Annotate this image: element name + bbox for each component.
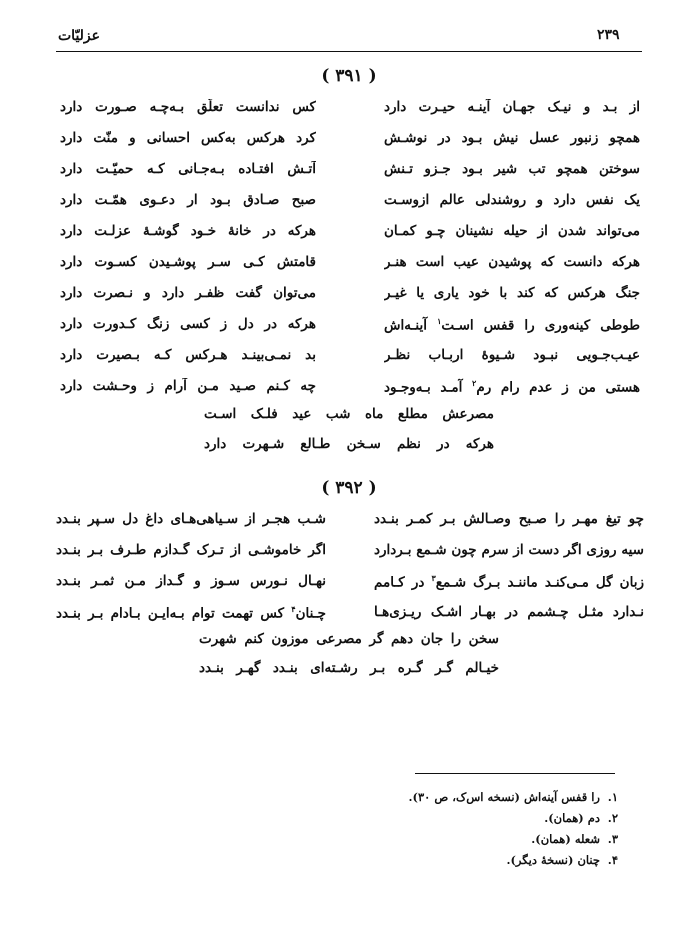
verse-row: [60, 254, 640, 282]
verse-row: [60, 316, 640, 344]
footnote-marker: ۲: [472, 378, 477, 388]
verse-row: [56, 573, 644, 601]
second-hemistich: کس ندانست تعلّق بـه‌چـه صـورت دارد: [60, 99, 316, 115]
second-hemistich: اگر خاموشـی از تـرک گـدازم طـرف بـر بنـدد: [56, 542, 326, 558]
footnote: ۱. را قفس آینه‌اش (نسخه اس‌ک، ص ۳۰).: [408, 790, 618, 804]
second-hemistich: هرکه در خانهٔ خـود گوشـهٔ عزلـت دارد: [60, 223, 316, 239]
second-hemistich: شـب هجـر از سـیاهی‌هـای داغ دل سـپر بنـدد: [56, 511, 326, 527]
first-hemistich: می‌تواند شدن از حیله نشینان چـو کمـان: [384, 223, 640, 239]
verse-row: [60, 161, 640, 189]
closing-verse-line: خیـالم گـر گـره بـر رشـته‌ای بنـدد گهـر بنـدد: [199, 660, 499, 676]
header-rule: [56, 51, 642, 52]
verse-row: [60, 285, 640, 313]
first-hemistich: سیه روزی اگر دست از سرم چون شـمع بـردارد: [374, 542, 644, 558]
verse-row: [56, 542, 644, 570]
footnote: ۲. دم (همان).: [544, 811, 618, 825]
page-number: ۲۳۹: [597, 27, 620, 43]
first-hemistich: همچو زنبور عسل نیش بـود در نوشـش: [384, 130, 640, 146]
closing-verse-line: سخن را جان دهم گر مصرعی موزون کنم شهرت: [199, 631, 499, 647]
first-hemistich: عیـب‌جـویی نبـود شـیوهٔ اربـاب نظـر: [384, 347, 640, 363]
verse-row: [60, 192, 640, 220]
first-hemistich: یک نفس دارد و روشندلی عالم ازوسـت: [384, 192, 640, 208]
verse-row: [60, 347, 640, 375]
verse-row: [60, 99, 640, 127]
running-title: عزلیّات: [58, 28, 101, 44]
second-hemistich: قامتش کـی سـر پوشـیدن کسـوت دارد: [60, 254, 316, 270]
closing-verse-line: هرکه در نظم سـخن طـالع شـهرت دارد: [204, 436, 494, 452]
second-hemistich: نهـال نـورس سـوز و گـداز مـن ثمـر بنـدد: [56, 573, 326, 589]
verse-row: [60, 378, 640, 406]
first-hemistich: هستی من ز عدم رام رم$^۲$ آمـد بـه‌وجـود: [384, 378, 640, 396]
poem-title: ( ۳۹۱ ): [321, 66, 377, 86]
first-hemistich: چو تیغ مهـر را صـبح وصـالش بـر کمـر بنـدد: [374, 511, 644, 527]
first-hemistich: سوختن همچو تب شیر بـود جـزو تـنش: [384, 161, 640, 177]
first-hemistich: نـدارد مثـل چـشمم در بهـار اشـک ریـزی‌هـا: [374, 604, 644, 620]
closing-verse-line: مصرعش مطلع ماه شب عید فلـک اسـت: [204, 406, 494, 422]
second-hemistich: چـنان$^۴$ کس تهمت توام بـه‌ایـن بـادام بـر بنـدد: [56, 604, 326, 622]
second-hemistich: هرکه در دل ز کسی زنگ کـدورت دارد: [60, 316, 316, 332]
first-hemistich: جنگ هرکس که کند با خود یاری یا غیـر: [384, 285, 640, 301]
footnote-marker: ۳: [431, 573, 436, 583]
first-hemistich: زبان گل مـی‌کنـد ماننـد بـرگ شـمع$^۳$ در کـامم: [374, 573, 644, 591]
footnote: ۴. چنان (نسخهٔ دیگر).: [506, 853, 618, 867]
second-hemistich: کرد هرکس به‌کس احسانی و منّت دارد: [60, 130, 316, 146]
verse-row: [60, 223, 640, 251]
verse-row: [56, 511, 644, 539]
second-hemistich: صبح صـادق بـود ار دعـوی همّـت دارد: [60, 192, 316, 208]
first-hemistich: از بـد و نیـک جهـان آینـه حیـرت دارد: [384, 99, 640, 115]
verse-row: [60, 130, 640, 158]
first-hemistich: هرکه دانست که پوشیدن عیب است هنـر: [384, 254, 640, 270]
footnote: ۳. شعله (همان).: [531, 832, 618, 846]
second-hemistich: آتـش افتـاده بـه‌جـانی کـه حمیّـت دارد: [60, 161, 316, 177]
poem-title: ( ۳۹۲ ): [321, 478, 377, 498]
footnote-rule: [415, 773, 615, 774]
second-hemistich: می‌توان گفت ظفـر دارد و نـصرت دارد: [60, 285, 316, 301]
second-hemistich: بد نمـی‌بینـد هـرکس کـه بـصیرت دارد: [60, 347, 316, 363]
footnote-marker: ۴: [291, 604, 296, 614]
second-hemistich: چه کـنم صـید مـن آرام ز وحـشت دارد: [60, 378, 316, 394]
verse-row: [56, 604, 644, 632]
first-hemistich: طوطی کینه‌وری را قفس اسـت$^۱$ آینـه‌اش: [384, 316, 640, 334]
footnote-marker: ۱: [437, 316, 442, 326]
